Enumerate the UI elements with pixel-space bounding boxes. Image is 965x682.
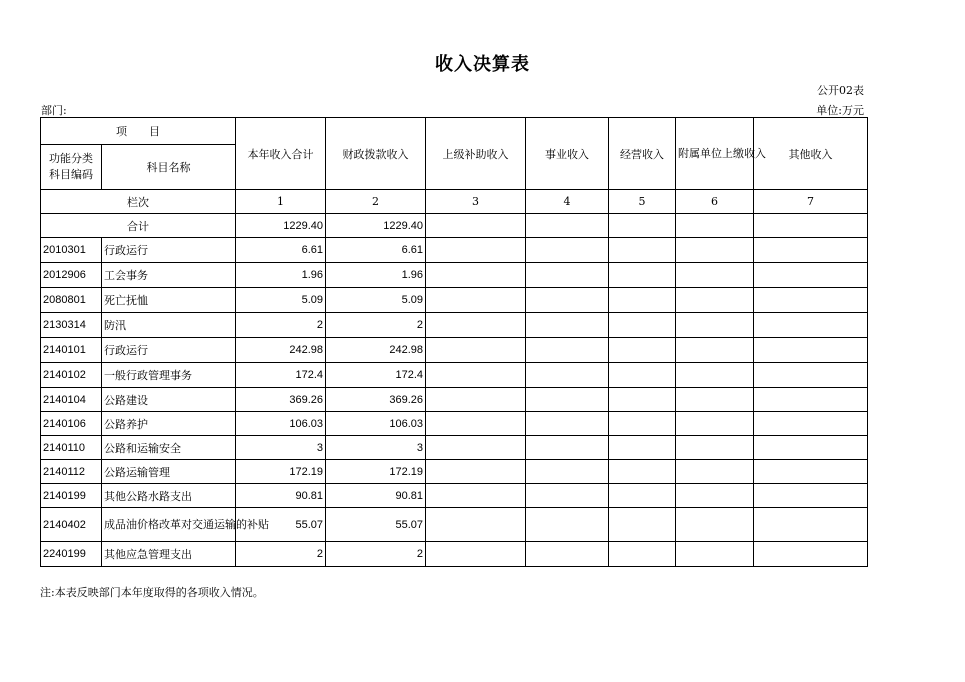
- subject-name: 其他应急管理支出: [102, 542, 236, 567]
- header-item: 项 目: [41, 118, 236, 145]
- col-number: 1: [236, 190, 326, 214]
- empty-cell: [426, 263, 526, 288]
- row-fiscal-income: 2: [326, 313, 426, 338]
- row-total-income: 3: [236, 436, 326, 460]
- empty-cell: [526, 508, 609, 542]
- row-total-income: 242.98: [236, 338, 326, 363]
- empty-cell: [676, 508, 754, 542]
- col-number: 6: [676, 190, 754, 214]
- total-fiscal-value: 1229.40: [326, 214, 426, 238]
- empty-cell: [526, 338, 609, 363]
- header-total-income: 本年收入合计: [236, 118, 326, 190]
- empty-cell: [426, 484, 526, 508]
- row-fiscal-income: 3: [326, 436, 426, 460]
- row-fiscal-income: 106.03: [326, 412, 426, 436]
- empty-cell: [526, 313, 609, 338]
- total-label: 合计: [41, 214, 236, 238]
- empty-cell: [609, 263, 676, 288]
- table-row: [41, 460, 868, 484]
- subject-code: 2140110: [41, 436, 102, 460]
- subject-name: 一般行政管理事务: [102, 363, 236, 388]
- col-number: 3: [426, 190, 526, 214]
- page-title: 收入决算表: [435, 54, 530, 75]
- row-total-income: 2: [236, 542, 326, 567]
- row-total-income: 1.96: [236, 263, 326, 288]
- empty-cell: [426, 338, 526, 363]
- subject-name: 死亡抚恤: [102, 288, 236, 313]
- subject-name: 防汛: [102, 313, 236, 338]
- empty-cell: [754, 288, 868, 313]
- subject-name: 行政运行: [102, 238, 236, 263]
- empty-cell: [526, 412, 609, 436]
- footnote: 注:本表反映部门本年度取得的各项收入情况。: [40, 586, 264, 599]
- empty-cell: [676, 436, 754, 460]
- row-fiscal-income: 90.81: [326, 484, 426, 508]
- empty-cell: [426, 412, 526, 436]
- header-operating-income: 经营收入: [609, 118, 676, 190]
- empty-cell: [676, 542, 754, 567]
- subject-name: 公路和运输安全: [102, 436, 236, 460]
- row-fiscal-income: 5.09: [326, 288, 426, 313]
- table-row: [41, 388, 868, 412]
- table-row: [41, 542, 868, 567]
- row-fiscal-income: 242.98: [326, 338, 426, 363]
- col-number: 7: [754, 190, 868, 214]
- row-total-income: 172.4: [236, 363, 326, 388]
- subject-code: 2140102: [41, 363, 102, 388]
- empty-cell: [754, 460, 868, 484]
- empty-cell: [676, 388, 754, 412]
- empty-cell: [754, 388, 868, 412]
- header-other-income: 其他收入: [754, 118, 868, 190]
- empty-cell: [426, 313, 526, 338]
- table-row: [41, 436, 868, 460]
- subject-code: 2130314: [41, 313, 102, 338]
- empty-cell: [754, 338, 868, 363]
- empty-cell: [754, 508, 868, 542]
- row-total-income: 106.03: [236, 412, 326, 436]
- table-row: [41, 338, 868, 363]
- department-label: 部门:: [41, 104, 67, 117]
- col-number: 2: [326, 190, 426, 214]
- table-row: [41, 263, 868, 288]
- row-fiscal-income: 369.26: [326, 388, 426, 412]
- subject-code: 2140402: [41, 508, 102, 542]
- subject-code: 2140199: [41, 484, 102, 508]
- row-fiscal-income: 172.4: [326, 363, 426, 388]
- col-number: 5: [609, 190, 676, 214]
- empty-cell: [526, 388, 609, 412]
- empty-cell: [426, 238, 526, 263]
- subject-name: 公路养护: [102, 412, 236, 436]
- row-number-label: 栏次: [41, 190, 236, 214]
- empty-cell: [754, 412, 868, 436]
- subject-code: 2240199: [41, 542, 102, 567]
- empty-cell: [526, 542, 609, 567]
- row-fiscal-income: 172.19: [326, 460, 426, 484]
- unit-label: 单位:万元: [816, 104, 864, 117]
- header-subject-name: 科目名称: [102, 145, 236, 190]
- empty-cell: [426, 508, 526, 542]
- empty-cell: [426, 363, 526, 388]
- table-row: [41, 238, 868, 263]
- col-number: 4: [526, 190, 609, 214]
- empty-cell: [609, 288, 676, 313]
- empty-cell: [609, 313, 676, 338]
- empty-cell: [754, 313, 868, 338]
- table-row: [41, 484, 868, 508]
- empty-cell: [609, 238, 676, 263]
- empty-cell: [754, 238, 868, 263]
- empty-cell: [754, 263, 868, 288]
- row-fiscal-income: 55.07: [326, 508, 426, 542]
- empty-cell: [609, 460, 676, 484]
- empty-cell: [526, 460, 609, 484]
- row-total-income: 6.61: [236, 238, 326, 263]
- empty-cell: [609, 508, 676, 542]
- empty-cell: [609, 412, 676, 436]
- table-row: [41, 363, 868, 388]
- empty-cell: [526, 484, 609, 508]
- subject-code: 2012906: [41, 263, 102, 288]
- empty-cell: [609, 436, 676, 460]
- header-affiliated-income: 附属单位上缴收入: [676, 118, 754, 190]
- empty-cell: [426, 388, 526, 412]
- header-fiscal-income: 财政拨款收入: [326, 118, 426, 190]
- header-function-code: 功能分类 科目编码: [41, 145, 102, 190]
- subject-code: 2010301: [41, 238, 102, 263]
- empty-cell: [526, 263, 609, 288]
- empty-cell: [609, 388, 676, 412]
- empty-cell: [676, 460, 754, 484]
- subject-name: 工会事务: [102, 263, 236, 288]
- empty-cell: [676, 412, 754, 436]
- row-total-income: 90.81: [236, 484, 326, 508]
- table-row: [41, 508, 868, 542]
- empty-cell: [609, 338, 676, 363]
- subject-name: 其他公路水路支出: [102, 484, 236, 508]
- empty-cell: [426, 542, 526, 567]
- empty-cell: [609, 542, 676, 567]
- empty-cell: [676, 263, 754, 288]
- subject-name: 公路建设: [102, 388, 236, 412]
- row-total-income: 172.19: [236, 460, 326, 484]
- empty-cell: [754, 436, 868, 460]
- empty-cell: [526, 363, 609, 388]
- income-table: [40, 117, 868, 567]
- empty-cell: [676, 484, 754, 508]
- row-total-income: 5.09: [236, 288, 326, 313]
- header-upper-subsidy: 上级补助收入: [426, 118, 526, 190]
- row-fiscal-income: 2: [326, 542, 426, 567]
- table-row: [41, 412, 868, 436]
- table-row: [41, 313, 868, 338]
- table-row: [41, 288, 868, 313]
- empty-cell: [754, 542, 868, 567]
- empty-cell: [676, 313, 754, 338]
- empty-cell: [426, 460, 526, 484]
- empty-cell: [754, 484, 868, 508]
- empty-cell: [526, 288, 609, 313]
- row-total-income: 369.26: [236, 388, 326, 412]
- subject-name: 行政运行: [102, 338, 236, 363]
- subject-code: 2140112: [41, 460, 102, 484]
- subject-name: 公路运输管理: [102, 460, 236, 484]
- row-total-income: 55.07: [236, 508, 326, 542]
- empty-cell: [426, 436, 526, 460]
- subject-code: 2140101: [41, 338, 102, 363]
- empty-cell: [526, 436, 609, 460]
- row-fiscal-income: 6.61: [326, 238, 426, 263]
- empty-cell: [754, 363, 868, 388]
- form-number: 公开02表: [817, 84, 864, 97]
- empty-cell: [676, 338, 754, 363]
- empty-cell: [676, 288, 754, 313]
- subject-name: 成品油价格改革对交通运输的补贴: [102, 508, 236, 542]
- empty-cell: [609, 363, 676, 388]
- total-income-value: 1229.40: [236, 214, 326, 238]
- subject-code: 2140106: [41, 412, 102, 436]
- empty-cell: [676, 238, 754, 263]
- empty-cell: [426, 288, 526, 313]
- row-total-income: 2: [236, 313, 326, 338]
- subject-code: 2080801: [41, 288, 102, 313]
- empty-cell: [609, 484, 676, 508]
- subject-code: 2140104: [41, 388, 102, 412]
- empty-cell: [676, 363, 754, 388]
- row-fiscal-income: 1.96: [326, 263, 426, 288]
- header-business-income: 事业收入: [526, 118, 609, 190]
- empty-cell: [526, 238, 609, 263]
